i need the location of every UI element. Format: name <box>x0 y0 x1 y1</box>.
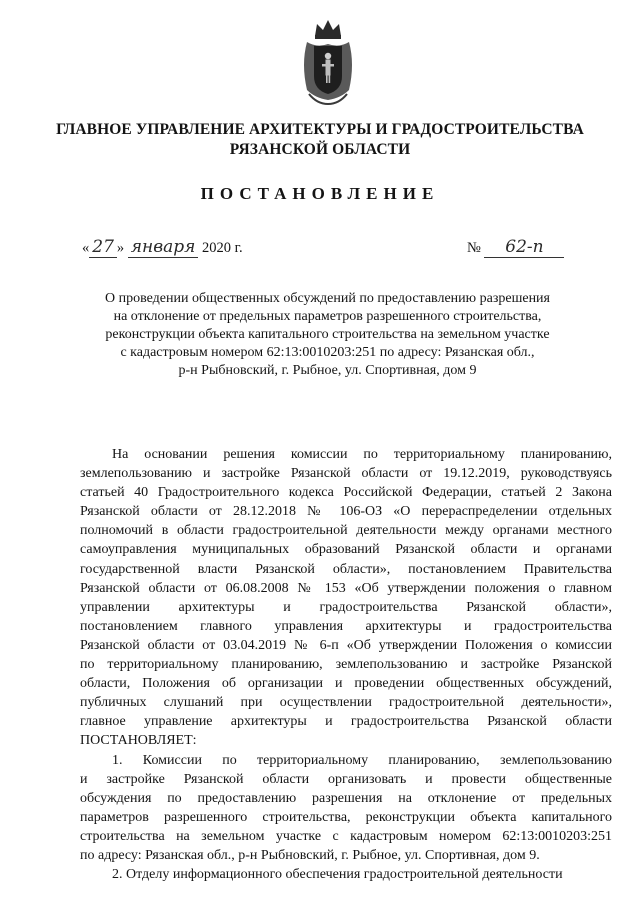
body-line: 2. Отделу информационного обеспечения градостроительной деятельности <box>112 867 563 883</box>
subject-line: с кадастровым номером 62:13:0010203:251 по адресу: Рязанская обл., <box>120 345 535 360</box>
document-subject <box>60 290 595 380</box>
body-line: полномочий в области градостроительной деятельности между органами местного <box>80 523 612 539</box>
body-line: Рязанской области от 28.12.2018 № 106-ОЗ «О перераспределении отдельных <box>80 504 612 520</box>
date-year: 2020 г. <box>202 240 243 256</box>
document-date <box>82 237 243 257</box>
body-line: главное управление архитектуры и градостроительства Рязанской области <box>80 714 612 730</box>
date-month: января <box>128 237 199 258</box>
body-line: самоуправления муниципальных образований Рязанской области и органами <box>80 542 612 558</box>
organization-name-line-2: РЯЗАНСКОЙ ОБЛАСТИ <box>229 141 411 158</box>
body-line: строительства на земельном участке с кадастровым номером 62:13:0010203:251 <box>80 828 612 844</box>
subject-line: реконструкции объекта капитального строительства на земельном участке <box>105 327 550 342</box>
body-line: по адресу: Рязанская обл., р-н Рыбновский, г. Рыбное, ул. Спортивная, дом 9. <box>80 847 540 863</box>
body-line: по территориальному планированию, землепользованию и застройке Рязанской <box>80 657 612 673</box>
body-line: статьей 40 Градостроительного кодекса Российской Федерации, статьей 2 Закона <box>80 485 612 501</box>
date-close-quote: » <box>116 240 125 256</box>
body-line: параметров разрешенного строительства, реконструкции объекта капитального <box>80 809 612 825</box>
body-line: обсуждения по предоставлению разрешения на отклонение от предельных <box>80 790 612 806</box>
ryazan-coat-of-arms-icon <box>297 14 359 108</box>
body-line: публичных слушаний при осуществлении градостроительной деятельности», <box>80 695 612 711</box>
body-line: области, Положения об организации и проведении общественных обсуждений, <box>80 676 612 692</box>
body-line: управлении архитектуры и градостроительства Рязанской области», <box>80 599 612 615</box>
document-body <box>80 445 612 884</box>
organization-name-line-1: ГЛАВНОЕ УПРАВЛЕНИЕ АРХИТЕКТУРЫ И ГРАДОСТРОИТЕЛЬСТВА <box>56 121 584 138</box>
date-open-quote: « <box>82 240 90 256</box>
resolution-keyword: ПОСТАНОВЛЯЕТ: <box>80 733 197 749</box>
number-label: № <box>467 240 481 256</box>
body-line: Рязанской области от 03.04.2019 № 6-п «Об утверждении Положения о комиссии <box>80 637 612 653</box>
subject-line: р-н Рыбновский, г. Рыбное, ул. Спортивная, дом 9 <box>178 363 477 378</box>
body-line: и застройке Рязанской области организовать и провести общественные <box>80 771 612 787</box>
body-line: 1. Комиссии по территориальному планированию, землепользованию <box>112 752 612 768</box>
document-number <box>467 237 564 258</box>
body-line: На основании решения комиссии по территориальному планированию, <box>112 447 612 462</box>
body-line: Рязанской области от 06.08.2008 № 153 «Об утверждении положения о главном <box>80 580 612 596</box>
body-line: государственной власти Рязанской области», постановлением Правительства <box>80 561 612 577</box>
body-line: землепользованию и застройке Рязанской области от 19.12.2019, руководствуясь <box>80 466 612 482</box>
subject-line: О проведении общественных обсуждений по предоставлению разрешения <box>104 291 550 306</box>
body-line: постановлением главного управления архитектуры и градостроительства <box>80 618 612 634</box>
date-day: 27 <box>89 237 117 258</box>
number-value: 62-п <box>484 237 564 258</box>
subject-line: на отклонение от предельных параметров разрешенного строительства, <box>113 309 542 324</box>
document-type-title: ПОСТАНОВЛЕНИЕ <box>200 184 440 203</box>
